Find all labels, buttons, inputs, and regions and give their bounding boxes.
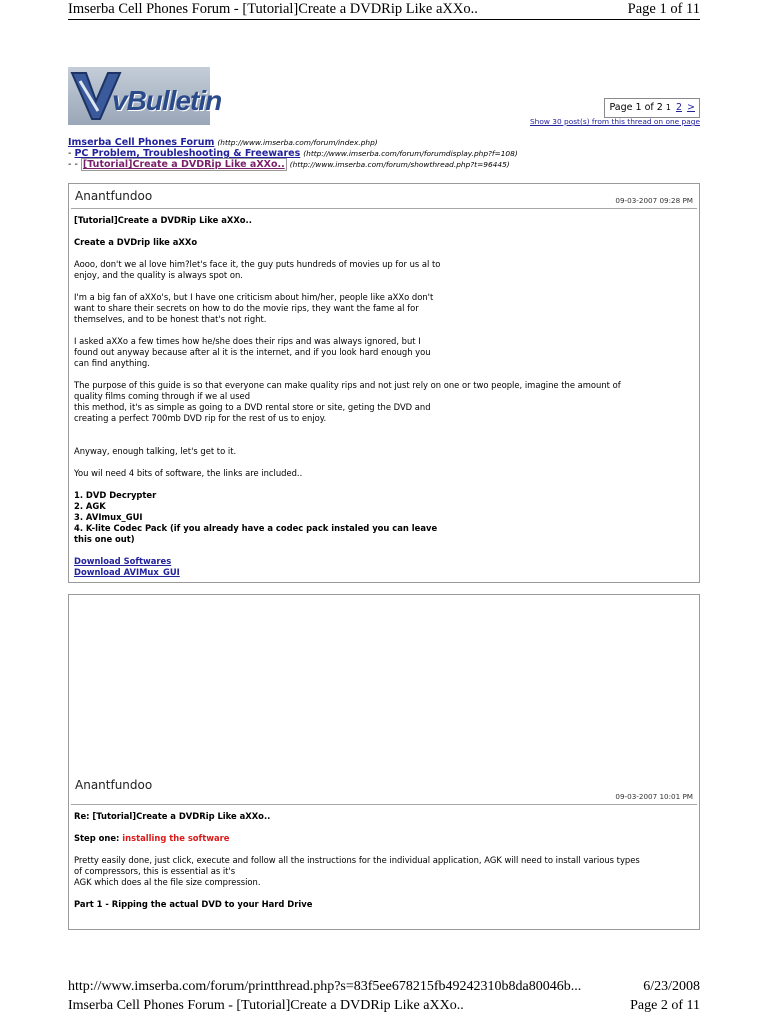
pagenav-next-link[interactable]: > (687, 102, 695, 113)
breadcrumb-item (68, 159, 518, 170)
forum-post (68, 594, 700, 930)
breadcrumb-link-forum[interactable]: Imserba Cell Phones Forum (68, 137, 215, 148)
print-header (68, 0, 700, 20)
breadcrumb-link-subforum[interactable]: PC Problem, Troubleshooting & Freewares (74, 148, 301, 159)
post-paragraph: The purpose of this guide is so that everyone can make quality rips and not just rely on one or two people, imagine the amount of quality films coming through if we al used this method, it's as simple as going to a DVD rental store or site, geting the DVD and creating a perfect 700mb DVD rip for the rest of us to enjoy. (74, 380, 621, 423)
post-paragraph: You wil need 4 bits of software, the links are included.. (74, 468, 303, 478)
breadcrumb-url: (http://www.imserba.com/forum/forumdisplay.php?f=108) (303, 149, 518, 158)
forum-post (68, 183, 700, 583)
post-date: 09-03-2007 10:01 PM (615, 792, 693, 801)
print-footer-page: Page 2 of 11 (630, 998, 700, 1013)
post-author: Anantfundoo (75, 189, 153, 203)
print-footer-title: Imserba Cell Phones Forum - [Tutorial]Create a DVDRip Like aXXo.. (68, 998, 464, 1013)
post-paragraph: I asked aXXo a few times how he/she does their rips and was always ignored, but I found out anyway because after al it is the internet, and if you look hard enough you can find anything. (74, 336, 431, 368)
download-avimux-link[interactable]: Download AVIMux_GUI (74, 567, 180, 577)
breadcrumb-url: (http://www.imserba.com/forum/showthread.php?t=96445) (289, 160, 510, 169)
download-softwares-link[interactable]: Download Softwares (74, 556, 172, 566)
part-heading: Part 1 - Ripping the actual DVD to your Hard Drive (74, 899, 313, 909)
step-label: Step one: (74, 833, 123, 843)
breadcrumb (68, 137, 518, 170)
breadcrumb-link-thread[interactable]: [Tutorial]Create a DVDRip Like aXXo.. (82, 159, 285, 170)
page-navigation (604, 98, 700, 118)
breadcrumb-item (68, 137, 518, 148)
post-separator (71, 208, 697, 209)
post-heading: Create a DVDrip like aXXo (74, 237, 198, 247)
print-header-page: Page 1 of 11 (627, 1, 700, 17)
header-rule (68, 19, 700, 20)
print-footer-date: 6/23/2008 (643, 979, 700, 994)
breadcrumb-prefix: - - (68, 159, 81, 170)
print-header-title: Imserba Cell Phones Forum - [Tutorial]Create a DVDRip Like aXXo.. (68, 1, 478, 17)
post-separator (71, 804, 697, 805)
post-paragraph: Pretty easily done, just click, execute and follow all the instructions for the individual application, AGK will need to install various types of compressors, this is essential as it's AGK which does al the file size compression. (74, 855, 640, 887)
pagenav-current: 1 (665, 103, 671, 112)
post-paragraph: Anyway, enough talking, let's get to it. (74, 446, 237, 456)
pagenav-label: Page 1 of 2 (609, 102, 663, 113)
print-footer-url: http://www.imserba.com/forum/printthread.php?s=83f5ee678215fb49242310b8da80046b... (68, 979, 582, 994)
post-author: Anantfundoo (75, 778, 153, 792)
post-title: [Tutorial]Create a DVDRip Like aXXo.. (74, 215, 252, 225)
post-date: 09-03-2007 09:28 PM (615, 196, 693, 205)
post-paragraph: I'm a big fan of aXXo's, but I have one criticism about him/her, people like aXXo don't want to share their secrets on how to do the movie rips, they want the fame al for themselves, and to be honest that's not right. (74, 292, 434, 324)
logo-text: vBulletin (112, 85, 222, 116)
vbulletin-logo (68, 67, 222, 125)
post-body (74, 215, 686, 578)
post-body (74, 811, 686, 910)
show-all-posts-link[interactable]: Show 30 post(s) from this thread on one page (529, 117, 700, 126)
post-paragraph: Aooo, don't we al love him?let's face it, the guy puts hundreds of movies up for us al to enjoy, and the quality is always spot on. (74, 259, 441, 280)
pagenav-page-2-link[interactable]: 2 (675, 102, 682, 113)
print-footer (68, 979, 700, 1017)
breadcrumb-url: (http://www.imserba.com/forum/index.php) (217, 138, 378, 147)
breadcrumb-prefix: - (68, 148, 75, 159)
software-list: 1. DVD Decrypter 2. AGK 3. AVImux_GUI 4. K-lite Codec Pack (if you already have a codec pack instaled you can leave this one out) (74, 490, 438, 544)
post-title: Re: [Tutorial]Create a DVDRip Like aXXo.. (74, 811, 271, 821)
step-text: installing the software (122, 833, 230, 843)
